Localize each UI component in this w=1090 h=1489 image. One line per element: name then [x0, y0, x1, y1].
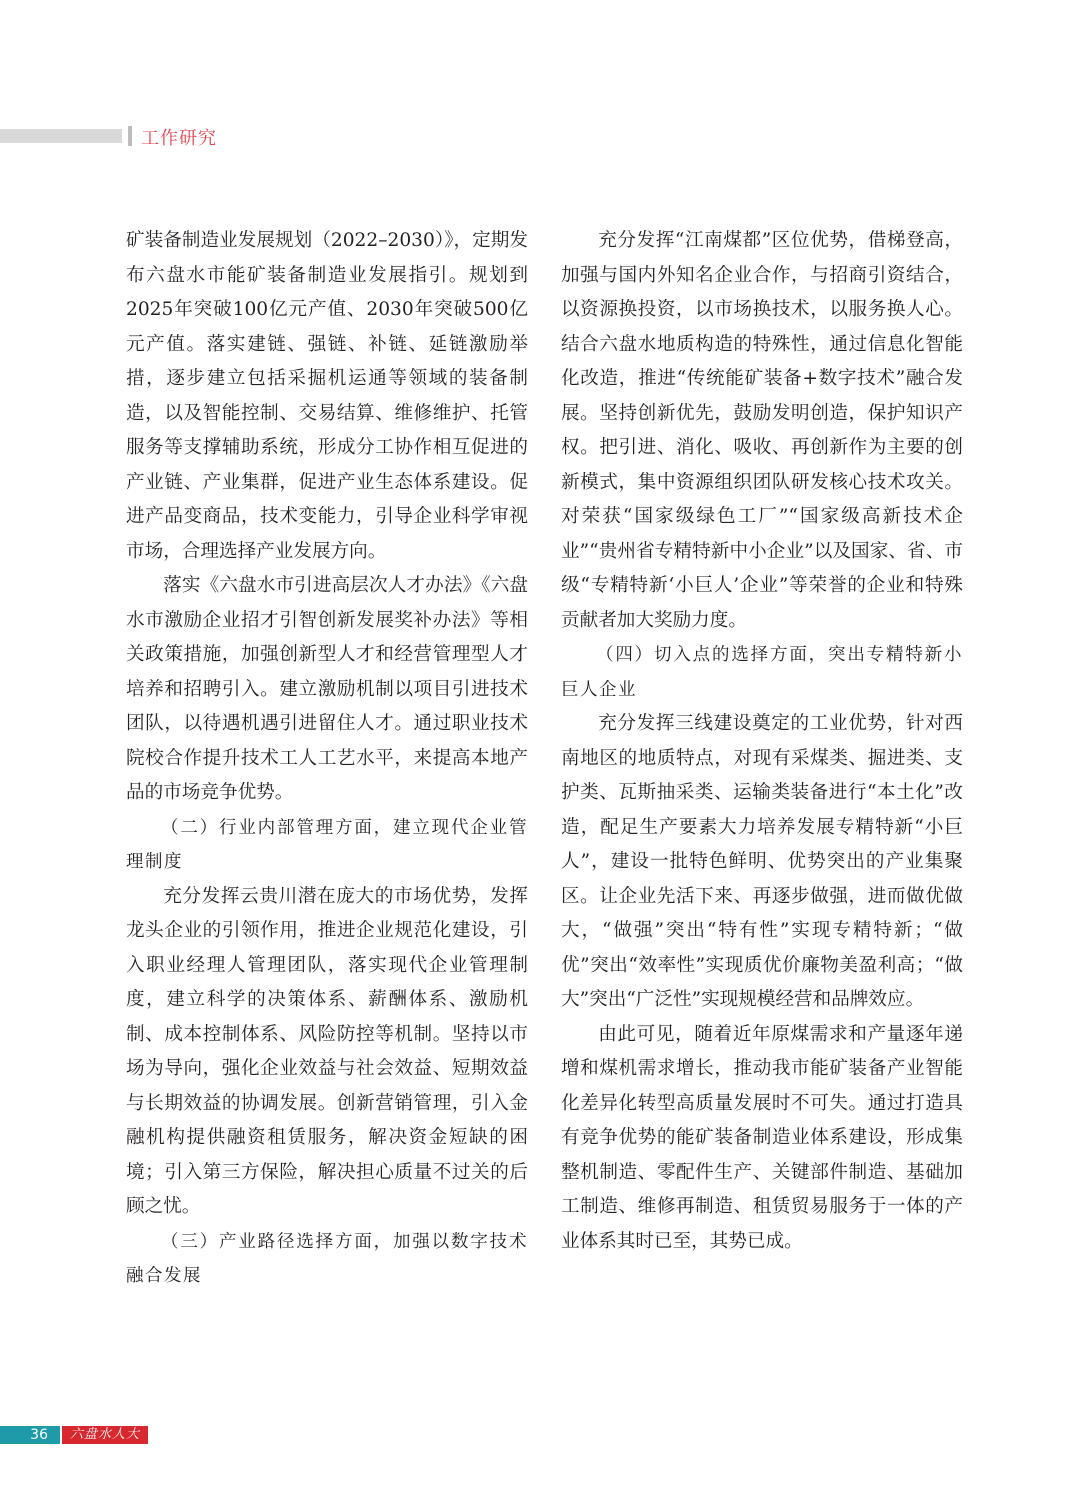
header-divider	[128, 126, 132, 146]
section-heading: （三）产业路径选择方面，加强以数字技术融合发展	[126, 1231, 528, 1286]
paragraph: 落实《六盘水市引进高层次人才办法》《六盘水市激励企业招才引智创新发展奖补办法》等相关政策措施，加强创新型人才和经营管理型人才培养和招聘引入。建立激励机制以项目引进技术团队，以待遇机遇引进留住人才。通过职业技术院校合作提升技术工人工艺水平，来提高本地产品的市场竞争优势。	[126, 575, 528, 803]
magazine-logo: 六盘水人大	[62, 1426, 148, 1444]
paragraph: 充分发挥“江南煤都”区位优势，借梯登高，加强与国内外知名企业合作，与招商引资结合，以资源换投资，以市场换技术，以服务换人心。结合六盘水地质构造的特殊性，通过信息化智能化改造，推进“传统能矿装备+数字技术”融合发展。坚持创新优先，鼓励发明创造，保护知识产权。把引进、消化、吸收、再创新作为主要的创新模式，集中资源组织团队研发核心技术攻关。对荣获“国家级绿色工厂”“国家级高新技术企业”“贵州省专精特新中小企业”以及国家、省、市级“专精特新‘小巨人’企业”等荣誉的企业和特殊贡献者加大奖励力度。	[561, 230, 963, 631]
right-text-column	[561, 224, 963, 1259]
section-heading: （二）行业内部管理方面，建立现代企业管理制度	[126, 817, 528, 872]
section-title: 工作研究	[141, 128, 217, 149]
header-decor-bar	[0, 129, 122, 143]
paragraph: 由此可见，随着近年原煤需求和产量逐年递增和煤机需求增长，推动我市能矿装备产业智能化差异化转型高质量发展时不可失。通过打造具有竞争优势的能矿装备制造业体系建设，形成集整机制造、零配件生产、关键部件制造、基础加工制造、维修再制造、租赁贸易服务于一体的产业体系其时已至，其势已成。	[561, 1023, 963, 1252]
paragraph: 充分发挥云贵川潜在庞大的市场优势，发挥龙头企业的引领作用，推进企业规范化建设，引入职业经理人管理团队，落实现代企业管理制度，建立科学的决策体系、薪酬体系、激励机制、成本控制体系、风险防控等机制。坚持以市场为导向，强化企业效益与社会效益、短期效益与长期效益的协调发展。创新营销管理，引入金融机构提供融资租赁服务，解决资金短缺的困境；引入第三方保险，解决担心质量不过关的后顾之忧。	[126, 885, 528, 1217]
paragraph: 充分发挥三线建设奠定的工业优势，针对西南地区的地质特点，对现有采煤类、掘进类、支护类、瓦斯抽采类、运输类装备进行“本土化”改造，配足生产要素大力培养发展专精特新“小巨人”，建设一批特色鲜明、优势突出的产业集聚区。让企业先活下来、再逐步做强，进而做优做大，“做强”突出“特有性”实现专精特新；“做优”突出“效率性”实现质优价廉物美盈利高；“做大”突出“广泛性”实现规模经营和品牌效应。	[561, 713, 963, 1010]
page-number: 36	[0, 1426, 60, 1444]
section-heading: （四）切入点的选择方面，突出专精特新小巨人企业	[561, 645, 963, 700]
paragraph: 矿装备制造业发展规划（2022–2030）》，定期发布六盘水市能矿装备制造业发展指引。规划到2025年突破100亿元产值、2030年突破500亿元产值。落实建链、强链、补链、延链激励举措，逐步建立包括采掘机运通等领域的装备制造，以及智能控制、交易结算、维修维护、托管服务等支撑辅助系统，形成分工协作相互促进的产业链、产业集群，促进产业生态体系建设。促进产品变商品，技术变能力，引导企业科学审视市场，合理选择产业发展方向。	[126, 230, 528, 562]
left-text-column	[126, 224, 528, 1294]
